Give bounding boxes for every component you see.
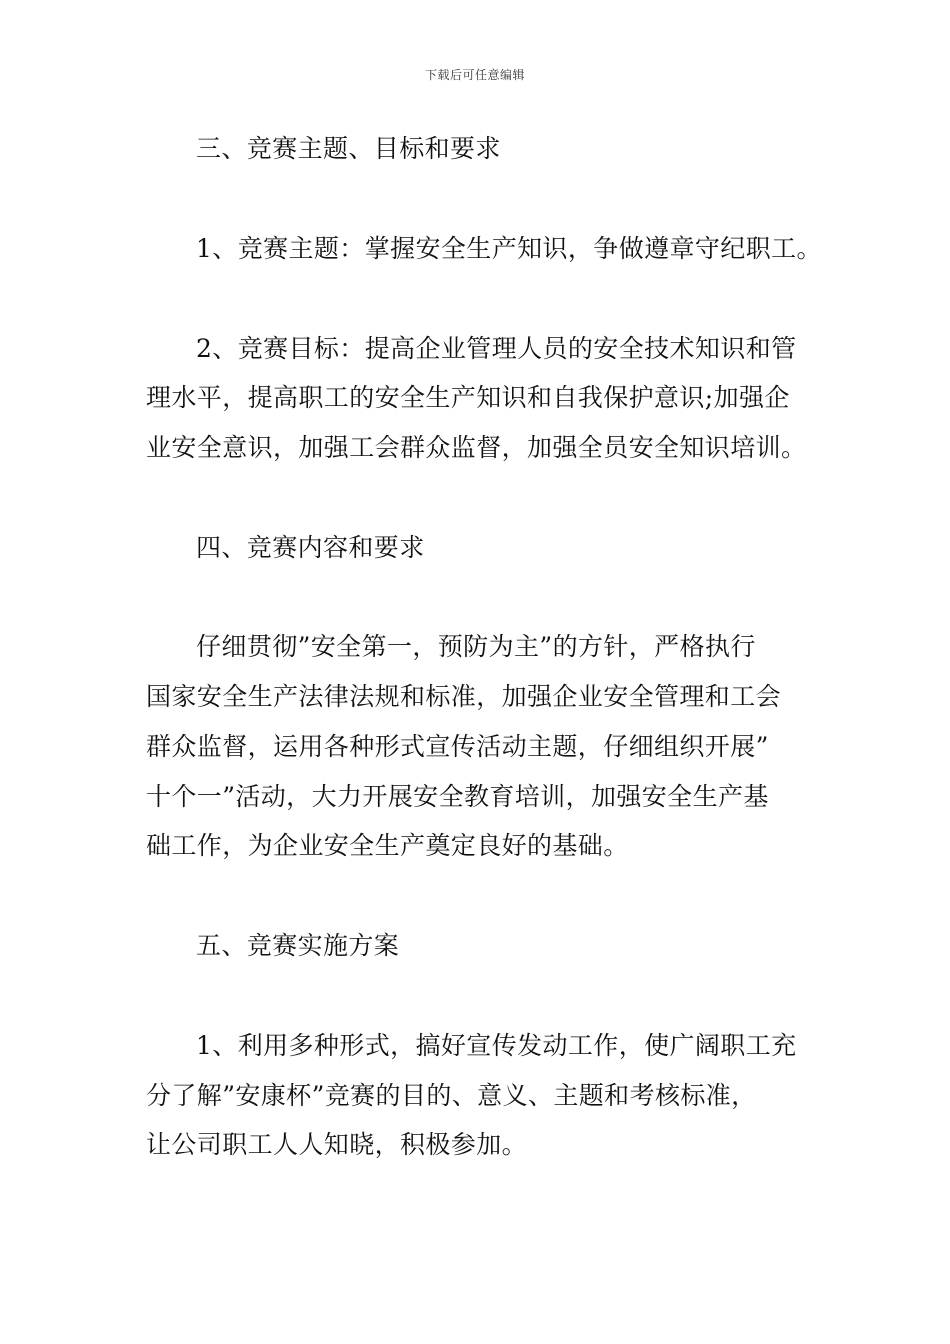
paragraph-goal-line-1: 2、竞赛目标：提高企业管理人员的安全技术知识和管 bbox=[196, 334, 797, 363]
paragraph-goal-line-3: 业安全意识，加强工会群众监督，加强全员安全知识培训。 bbox=[146, 433, 807, 462]
section-heading-4: 四、竞赛内容和要求 bbox=[196, 533, 425, 562]
paragraph-content-line-3: 群众监督，运用各种形式宣传活动主题，仔细组织开展” bbox=[146, 732, 769, 761]
paragraph-plan-line-3: 让公司职工人人知晓，积极参加。 bbox=[146, 1130, 528, 1159]
paragraph-plan-line-1: 1、利用多种形式，搞好宣传发动工作，使广阔职工充 bbox=[196, 1031, 797, 1060]
paragraph-theme: 1、竞赛主题：掌握安全生产知识，争做遵章守纪职工。 bbox=[196, 234, 822, 263]
page-header-note: 下载后可任意编辑 bbox=[424, 68, 525, 82]
section-heading-5: 五、竞赛实施方案 bbox=[196, 931, 400, 960]
paragraph-content-line-4: 十个一”活动，大力开展安全教育培训，加强安全生产基 bbox=[146, 782, 769, 811]
paragraph-plan-line-2: 分了解”安康杯”竞赛的目的、意义、主题和考核标准， bbox=[146, 1081, 757, 1110]
paragraph-content-line-2: 国家安全生产法律法规和标准，加强企业安全管理和工会 bbox=[146, 682, 782, 711]
section-heading-3: 三、竞赛主题、目标和要求 bbox=[196, 134, 501, 163]
paragraph-content-line-1: 仔细贯彻”安全第一，预防为主”的方针，严格执行 bbox=[196, 632, 756, 661]
paragraph-goal-line-2: 理水平，提高职工的安全生产知识和自我保护意识;加强企 bbox=[146, 383, 790, 412]
paragraph-content-line-5: 础工作，为企业安全生产奠定良好的基础。 bbox=[146, 831, 629, 860]
